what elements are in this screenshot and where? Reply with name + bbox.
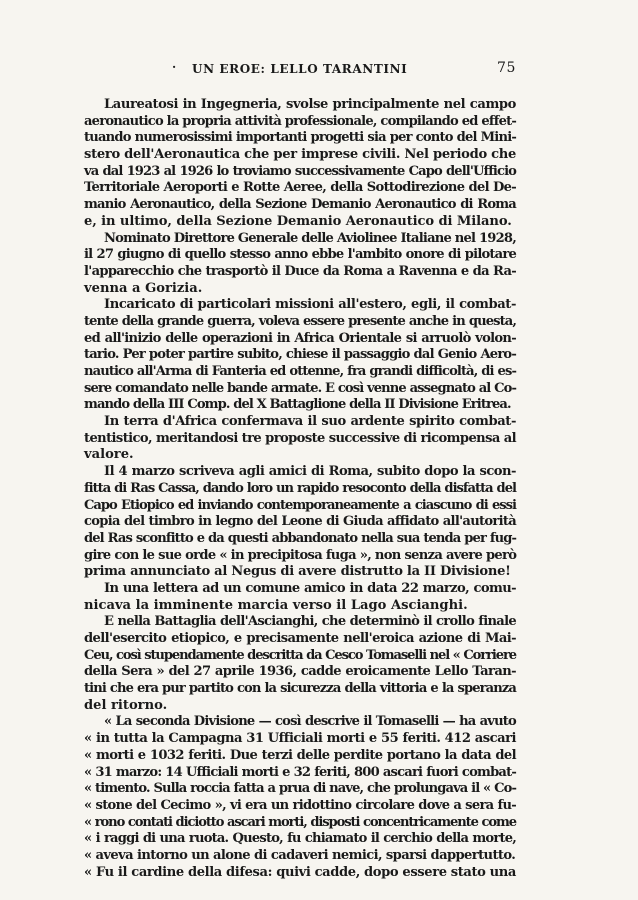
- text-line: gire con le sue orde « in precipitosa fuga », non senza avere però: [84, 547, 517, 563]
- text-line: prima annunciato al Negus di avere distrutto la II Divisione!: [84, 564, 511, 580]
- text-line: valore.: [84, 447, 134, 463]
- text-line: nicava la imminente marcia verso il Lago Ascianghi.: [84, 597, 468, 613]
- text-line: E nella Battaglia dell'Ascianghi, che determinò il crollo finale: [104, 614, 516, 630]
- text-line: tentistico, meritandosi tre proposte successive di ricompensa al: [84, 430, 516, 446]
- text-line: Territoriale Aeroporti e Rotte Aeree, della Sottodirezione del De-: [84, 180, 516, 196]
- text-line: stero dell'Aeronautica che per imprese civili. Nel periodo che: [84, 147, 517, 163]
- text-line: « 31 marzo: 14 Ufficiali morti e 32 feriti, 800 ascari fuori combat-: [84, 764, 516, 780]
- text-line: tario. Per poter partire subito, chiese il passaggio dal Genio Aero-: [84, 347, 516, 363]
- text-line: « rono contati diciotto ascari morti, disposti concentricamente come: [84, 814, 516, 830]
- text-line: « Fu il cardine della difesa: quivi cadde, dopo essere stato una: [84, 864, 516, 880]
- text-line: venna a Gorizia.: [84, 280, 203, 296]
- text-line: tuando numerosissimi importanti progetti sia per conto del Mini-: [84, 130, 516, 146]
- text-line: mando della III Comp. del X Battaglione della II Divisione Eritrea.: [84, 397, 511, 413]
- text-line: e, in ultimo, della Sezione Demanio Aeronautico di Milano.: [84, 213, 512, 229]
- text-line: Incaricato di particolari missioni all'estero, egli, il combat-: [104, 297, 516, 313]
- text-line: ed all'inizio delle operazioni in Africa Orientale si arruolò volon-: [84, 330, 516, 346]
- text-line: copia del timbro in legno del Leone di Giuda affidato all'autorità: [84, 514, 516, 530]
- text-line: In una lettera ad un comune amico in data 22 marzo, comu-: [104, 580, 516, 596]
- text-line: del Ras sconfitto e da questi abbandonato nella sua tenda per fug-: [84, 530, 516, 546]
- text-line: sere comandato nelle bande armate. E così venne assegnato al Co-: [84, 380, 516, 396]
- text-line: l'apparecchio che trasportò il Duce da Roma a Ravenna e da Ra-: [84, 263, 516, 279]
- text-line: dell'esercito etiopico, e precisamente nell'eroica azione di Mai-: [84, 631, 516, 646]
- page-number: 75: [496, 60, 516, 76]
- text-line: Nominato Direttore Generale delle Aviolinee Italiane nel 1928,: [104, 230, 516, 246]
- text-line: manio Aeronautico, della Sezione Demanio Aeronautico di Roma: [84, 197, 516, 213]
- body-text: [84, 97, 516, 881]
- text-line: tente della grande guerra, voleva essere presente anche in questa,: [84, 313, 516, 329]
- text-line: il 27 giugno di quello stesso anno ebbe l'ambito onore di pilotare: [84, 247, 516, 263]
- text-line: « in tutta la Campagna 31 Ufficiali morti e 55 feriti. 412 ascari: [84, 731, 516, 747]
- header-dot: ·: [172, 60, 177, 74]
- text-line: va dal 1923 al 1926 lo troviamo successivamente Capo dell'Ufficio: [84, 163, 516, 179]
- text-line: « timento. Sulla roccia fatta a prua di nave, che prolungava il « Co-: [84, 781, 516, 797]
- text-line: « aveva intorno un alone di cadaveri nemici, sparsi dappertutto.: [84, 847, 516, 863]
- text-line: del ritorno.: [84, 697, 168, 713]
- text-line: Il 4 marzo scriveva agli amici di Roma, subito dopo la scon-: [104, 464, 516, 480]
- text-line: tini che era pur partito con la sicurezza della vittoria e la speranza: [84, 681, 516, 697]
- text-line: « stone del Cecimo », vi era un ridottino circolare dove a sera fu-: [84, 797, 516, 813]
- text-line: In terra d'Africa confermava il suo ardente spirito combat-: [104, 414, 516, 430]
- text-line: « morti e 1032 feriti. Due terzi delle perdite portano la data del: [84, 747, 516, 763]
- running-title: UN EROE: LELLO TARANTINI: [192, 62, 408, 76]
- text-line: « La seconda Divisione — così descrive il Tomaselli — ha avuto: [104, 714, 516, 730]
- text-line: nautico all'Arma di Fanteria ed ottenne, fra grandi difficoltà, di es-: [84, 364, 516, 379]
- text-line: « i raggi di una ruota. Questo, fu chiamato il cerchio della morte,: [84, 831, 516, 847]
- text-line: della Sera » del 27 aprile 1936, cadde eroicamente Lello Taran-: [84, 664, 516, 680]
- text-line: aeronautico la propria attività professionale, compilando ed effet-: [84, 113, 516, 129]
- text-line: Ceu, così stupendamente descritta da Cesco Tomaselli nel « Corriere: [84, 647, 516, 663]
- text-line: Capo Etiopico ed inviando contemporaneamente a ciascuno di essi: [84, 497, 516, 513]
- text-line: fitta di Ras Cassa, dando loro un rapido resoconto della disfatta del: [84, 480, 516, 496]
- text-line: Laureatosi in Ingegneria, svolse principalmente nel campo: [104, 97, 516, 112]
